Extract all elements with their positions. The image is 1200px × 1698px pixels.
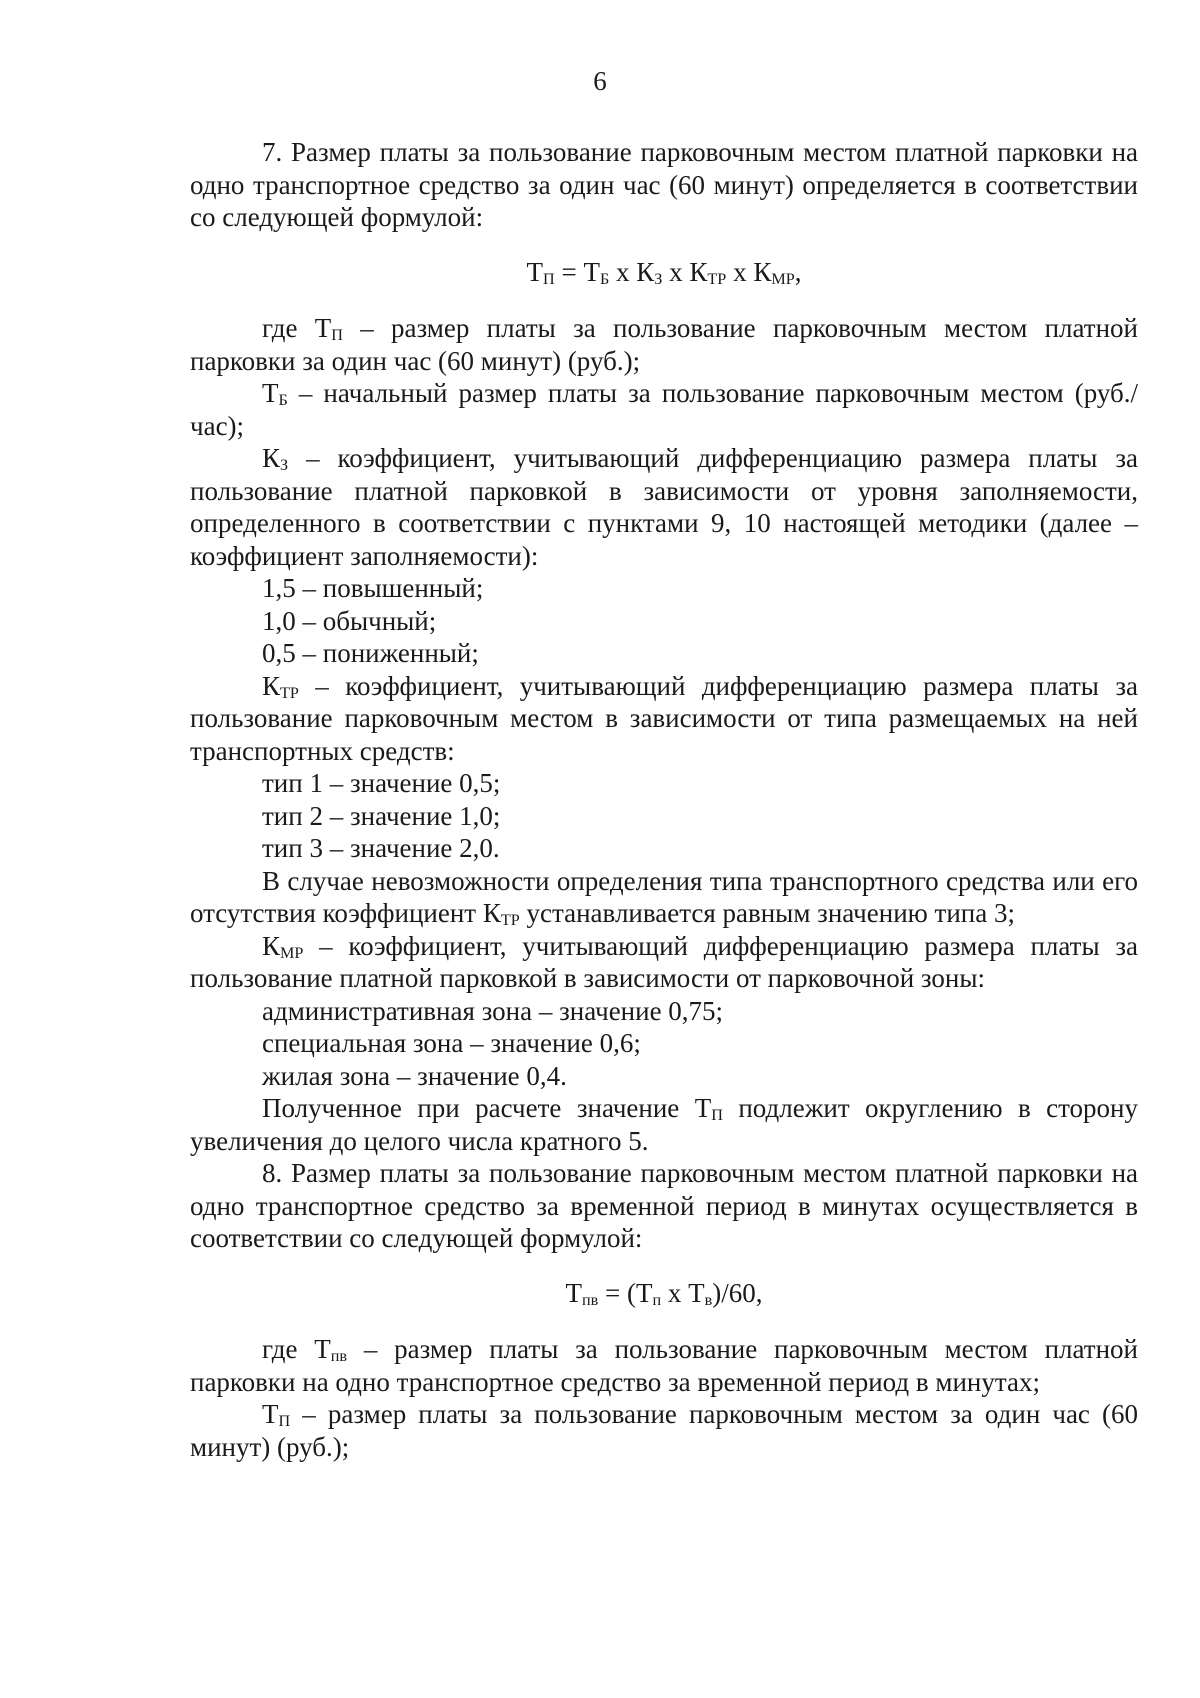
kmr-value-item: жилая зона – значение 0,4. [262, 1060, 567, 1091]
definition-tp-hourly: $Т_П$ – размер платы за пользование парковочным местом за один час (60 минут) (руб.); [190, 1399, 1138, 1462]
kz-value-item: 0,5 – пониженный; [262, 638, 479, 668]
ktr-value-item: тип 2 – значение 1,0; [262, 800, 501, 831]
ktr-value-item: тип 3 – значение 2,0. [262, 833, 500, 863]
definition-kz: $К_З$ – коэффициент, учитывающий дифференциацию размера платы за пользование платной парковкой в зависимости от уровня заполняемости, определенного в соответствии с пунктами 9, 10 настоящей методики (далее – коэффициент заполняемости): [190, 443, 1138, 571]
ktr-value-item: тип 1 – значение 0,5; [262, 768, 501, 798]
definition-tpv: где $Т_{пв}$ – размер платы за пользование парковочным местом платной парковки на одно транспортное средство за временной период в минутах; [190, 1334, 1138, 1397]
definition-kmr: $К_{МР}$ – коэффициент, учитывающий дифференциацию размера платы за пользование платной парковкой в зависимости от парковочной зоны: [190, 930, 1138, 993]
kmr-value-item: административная зона – значение 0,75; [262, 995, 724, 1026]
document-body [190, 136, 1138, 1463]
kz-value-item: 1,0 – обычный; [262, 605, 437, 636]
ktr-default-note: В случае невозможности определения типа транспортного средства или его отсутствия коэффициент $К_{ТР}$ устанавливается равным значению типа 3; [190, 865, 1138, 929]
definition-ktr: $К_{ТР}$ – коэффициент, учитывающий дифференциацию размера платы за пользование парковочным местом в зависимости от типа размещаемых на ней транспортных средств: [190, 670, 1138, 766]
formula-hourly-fee: $Т_П = Т_Б$ х $К_З$ х $К_{ТР}$ х $К_{МР}$, [526, 256, 802, 288]
section-8-intro: 8. Размер платы за пользование парковочным местом платной парковки на одно транспортное средство за временной период в минутах осуществляется в соответствии со следующей формулой: [190, 1158, 1138, 1253]
formula-period-fee: $Т_{пв} = (Т_п$ х $Т_в)/60$, [565, 1277, 763, 1309]
definition-tb: $Т_Б$ – начальный размер платы за пользование парковочным местом (руб./час); [190, 378, 1138, 441]
definition-tp: где $Т_П$ – размер платы за пользование парковочным местом платной парковки за один час (60 минут) (руб.); [190, 313, 1138, 376]
section-7-intro: 7. Размер платы за пользование парковочным местом платной парковки на одно транспортное средство за один час (60 минут) определяется в соответствии со следующей формулой: [190, 137, 1138, 232]
kmr-value-item: специальная зона – значение 0,6; [262, 1028, 641, 1058]
page-number: 6 [593, 66, 607, 96]
kz-value-item: 1,5 – повышенный; [262, 573, 484, 603]
rounding-rule: Полученное при расчете значение $Т_П$ подлежит округлению в сторону увеличения до целого числа кратного 5. [190, 1093, 1138, 1156]
